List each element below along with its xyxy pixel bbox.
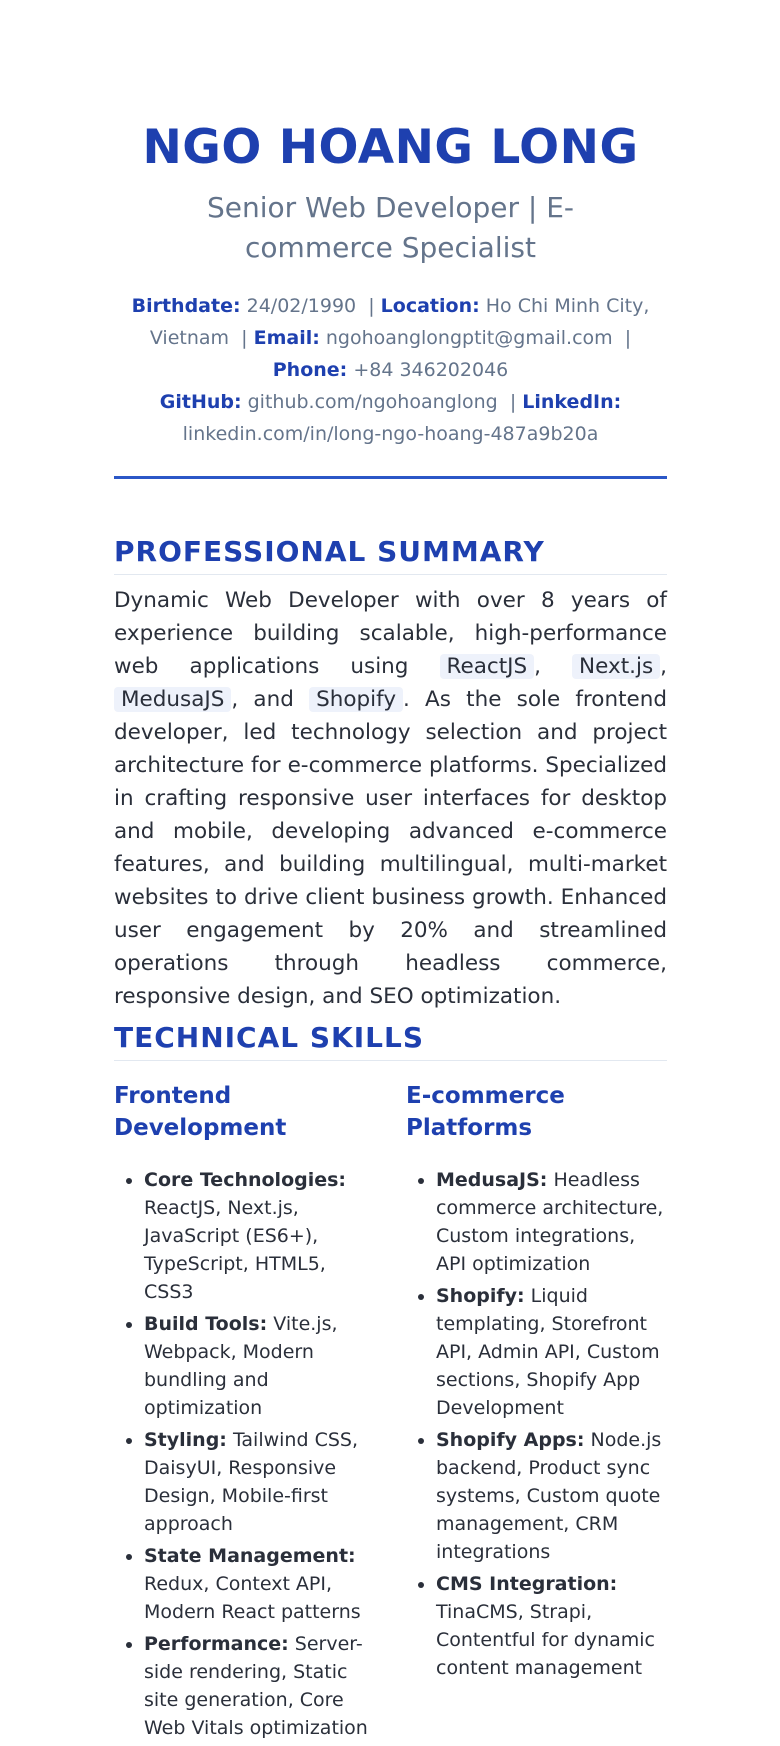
skill-item	[144, 1310, 379, 1422]
summary-text-part: , and	[231, 687, 310, 712]
phone-value: +84 346202046	[353, 359, 509, 381]
separator: |	[368, 295, 375, 317]
summary-text	[114, 584, 667, 1013]
skills-heading: TECHNICAL SKILLS	[114, 1021, 424, 1054]
summary-text-part: ,	[660, 654, 667, 679]
ecommerce-heading: E-commerce Platforms	[406, 1083, 565, 1141]
skills-divider	[114, 1060, 667, 1061]
skill-item	[436, 1166, 671, 1278]
resume-container	[114, 0, 668, 1739]
separator: |	[241, 327, 248, 349]
skill-label: Core Technologies:	[144, 1169, 347, 1191]
skill-label: Build Tools:	[144, 1313, 268, 1335]
skill-text: Tailwind CSS, DaisyUI, Responsive Design, Mobile-first approach	[144, 1429, 358, 1535]
github-label: GitHub:	[159, 391, 242, 413]
skill-text: TinaCMS, Strapi, Contentful for dynamic content management	[436, 1601, 656, 1679]
tag-reactjs: ReactJS	[440, 654, 535, 679]
birthdate-label: Birthdate:	[131, 295, 241, 317]
skill-text: ReactJS, Next.js, JavaScript (ES6+), TypeScript, HTML5, CSS3	[144, 1197, 326, 1303]
summary-text-part: . As the sole frontend developer, led technology selection and project architecture for e-commerce platforms. Specialized in crafting responsive user interfaces for desktop and mobile, developing advanced e-commerce features, and building multilingual, multi-market websites to drive client business growth. Enhanced user engagement by 20% and streamlined operations through headless commerce, responsive design, and SEO optimization.	[114, 687, 668, 1009]
skill-label: Performance:	[144, 1633, 289, 1655]
skill-label: Styling:	[144, 1429, 227, 1451]
skill-text: Vite.js, Webpack, Modern bundling and optimization	[144, 1313, 338, 1419]
candidate-title: Senior Web Developer | E-commerce Specialist	[206, 191, 575, 264]
frontend-skills-column	[114, 1080, 379, 1746]
phone-label: Phone:	[272, 359, 348, 381]
skill-item	[436, 1570, 671, 1682]
skill-item	[144, 1426, 379, 1538]
frontend-heading: Frontend Development	[114, 1083, 287, 1141]
candidate-name: NGO HOANG LONG	[142, 120, 639, 175]
separator: |	[624, 327, 632, 349]
skill-label: Shopify Apps:	[436, 1429, 585, 1451]
skill-item	[436, 1282, 671, 1422]
skill-label: MedusaJS:	[436, 1169, 548, 1191]
skill-text: Headless commerce architecture, Custom integrations, API optimization	[436, 1169, 664, 1275]
skill-item	[436, 1426, 671, 1566]
ecommerce-skill-list	[406, 1166, 671, 1682]
skill-text: Server-side rendering, Static site generation, Core Web Vitals optimization	[144, 1633, 368, 1739]
location-label: Location:	[380, 295, 480, 317]
contact-info	[114, 290, 667, 450]
summary-heading: PROFESSIONAL SUMMARY	[114, 535, 545, 568]
location-value: Ho Chi Minh City, Vietnam	[149, 295, 650, 349]
skill-item	[144, 1542, 379, 1626]
summary-text-part: ,	[534, 654, 573, 679]
skill-label: State Management:	[144, 1545, 356, 1567]
summary-divider	[114, 574, 667, 575]
ecommerce-skills-column	[406, 1080, 671, 1686]
frontend-skill-list	[114, 1166, 379, 1742]
email-link[interactable]: ngohoanglongptit@gmail.com	[325, 327, 613, 349]
summary-text-part: Dynamic Web Developer with over 8 years of experience building scalable, high-performance web applications using	[114, 588, 667, 679]
tag-nextjs: Next.js	[572, 654, 660, 679]
tag-medusajs: MedusaJS	[114, 687, 231, 712]
separator: |	[509, 391, 517, 413]
skill-text: Node.js backend, Product sync systems, Custom quote management, CRM integrations	[436, 1429, 662, 1563]
skill-item	[144, 1630, 379, 1742]
skill-label: CMS Integration:	[436, 1573, 618, 1595]
birthdate-value: 24/02/1990	[246, 295, 357, 317]
linkedin-link[interactable]: linkedin.com/in/long-ngo-hoang-487a9b20a	[182, 423, 599, 445]
tag-shopify: Shopify	[309, 687, 403, 712]
linkedin-label: LinkedIn:	[522, 391, 622, 413]
skill-text: Liquid templating, Storefront API, Admin API, Custom sections, Shopify App Development	[436, 1285, 660, 1419]
header-divider	[114, 476, 667, 479]
skill-text: Redux, Context API, Modern React patterns	[144, 1573, 361, 1623]
skill-label: Shopify:	[436, 1285, 525, 1307]
github-link[interactable]: github.com/ngohoanglong	[247, 391, 498, 413]
skill-item	[144, 1166, 379, 1306]
email-label: Email:	[253, 327, 320, 349]
